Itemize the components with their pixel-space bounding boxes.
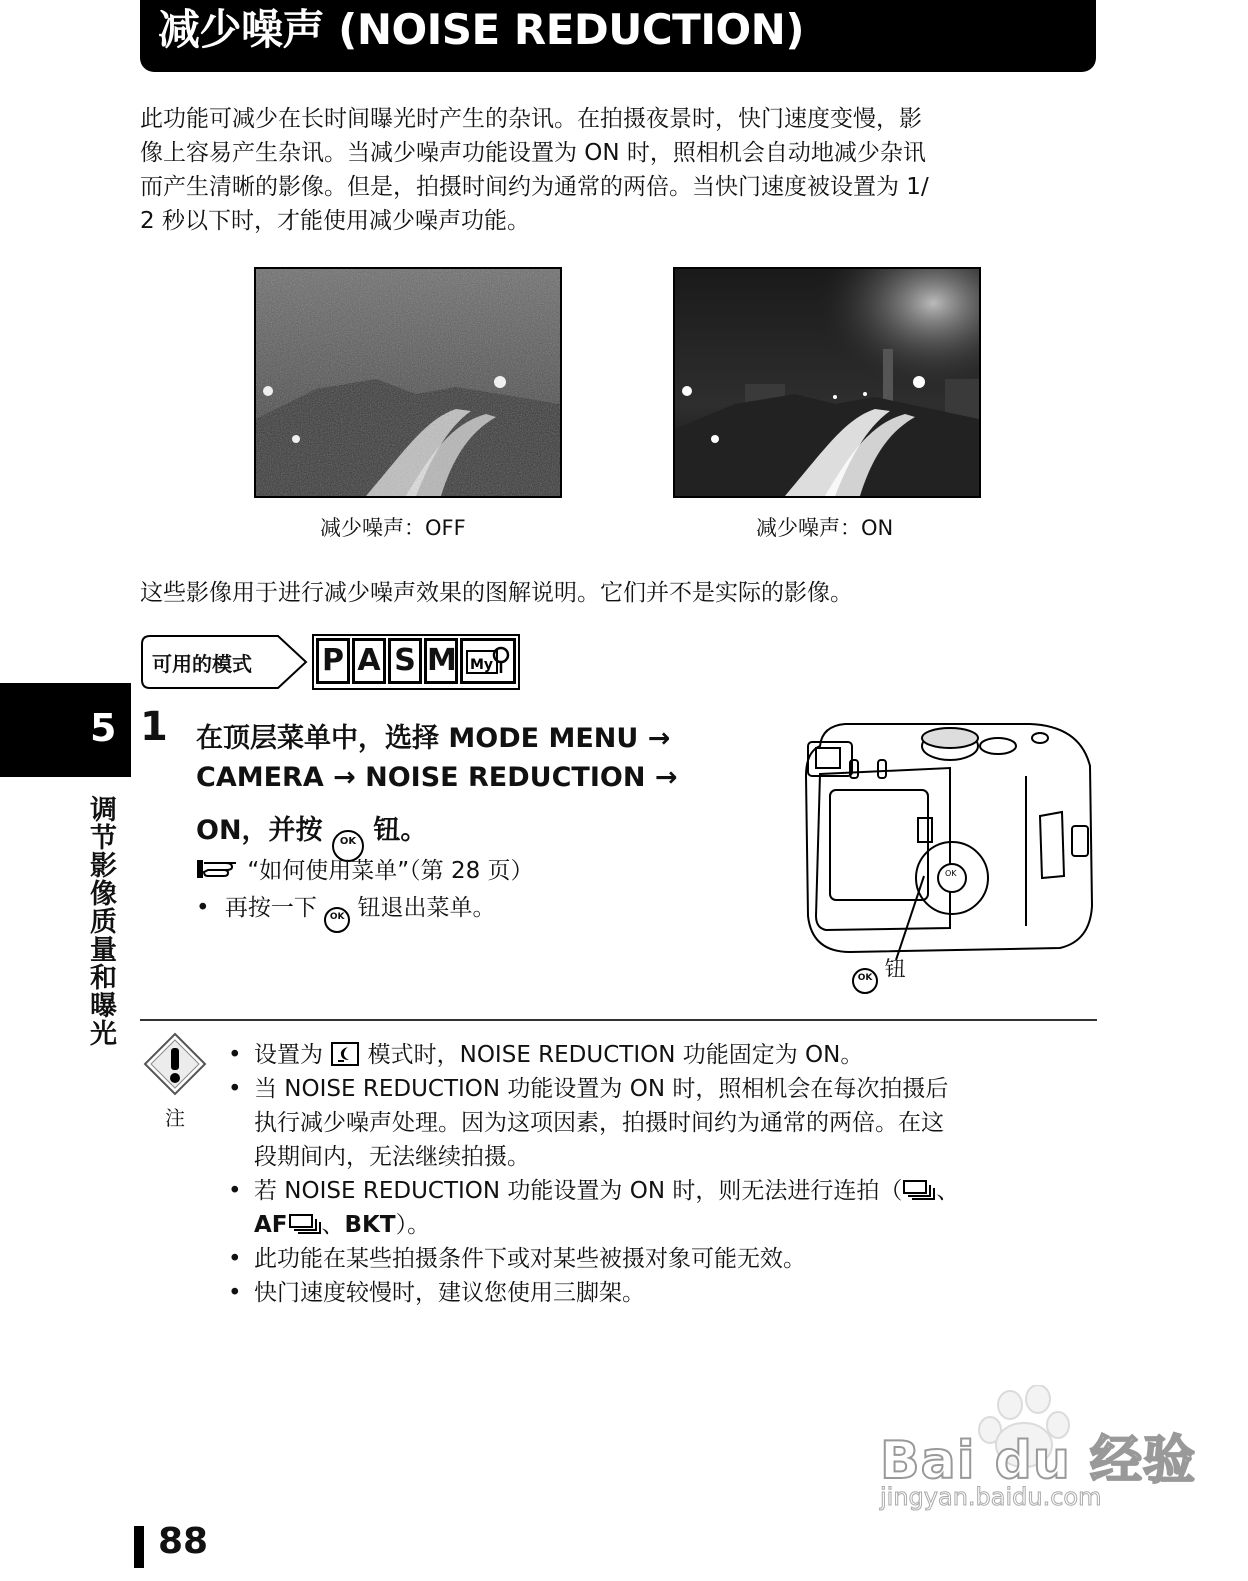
note-4-text: 此功能在某些拍摄条件下或对某些被摄对象可能无效。 — [254, 1246, 806, 1272]
ok-button-icon: OK — [852, 968, 878, 994]
mode-key-a: A — [352, 638, 386, 684]
intro-line-4: 2 秒以下时，才能使用减少噪声功能。 — [140, 208, 530, 234]
page-number: 88 — [158, 1521, 209, 1562]
note-3-line-1 — [254, 1174, 959, 1208]
note-1-text — [254, 1038, 863, 1072]
ok-button-caption — [852, 953, 906, 994]
step-bullet-exit — [196, 889, 496, 933]
camera-illustration — [800, 716, 1100, 960]
mode-key-m: M — [424, 638, 458, 684]
bullet-dot: • — [228, 1042, 242, 1068]
my-mode-icon — [460, 638, 516, 684]
step-number: 1 — [140, 704, 168, 750]
menu-reference-text: “如何使用菜单”（第 28 页） — [247, 858, 534, 884]
reference-hand-icon — [196, 857, 240, 881]
available-modes-label: 可用的模式 — [152, 652, 252, 676]
note-3-pre: 若 NOISE REDUCTION 功能设置为 ON 时，则无法进行连拍（ — [254, 1178, 903, 1204]
ok-button-icon: OK — [324, 907, 350, 933]
photo-noise-on — [673, 267, 981, 498]
caution-icon — [143, 1032, 207, 1096]
section-divider — [140, 1019, 1097, 1021]
note-3-post: 、 — [936, 1178, 960, 1204]
bkt-label: BKT — [344, 1212, 396, 1238]
illustration-note: 这些影像用于进行减少噪声效果的图解说明。它们并不是实际的影像。 — [140, 580, 853, 606]
watermark-logo: Bai du 经验 — [880, 1431, 1196, 1491]
menu-reference — [196, 852, 534, 885]
note-3-line-2 — [254, 1208, 430, 1242]
af-label: AF — [254, 1212, 288, 1238]
intro-line-1: 此功能可减少在长时间曝光时产生的杂讯。在拍摄夜景时，快门速度变慢，影 — [140, 106, 922, 132]
af-sequential-shooting-icon — [288, 1213, 322, 1235]
ok-button-icon: OK — [332, 830, 364, 862]
note-3-sep: 、 — [321, 1212, 345, 1238]
svg-text:OK: OK — [945, 869, 957, 878]
caption-noise-off: 减少噪声：OFF — [320, 516, 466, 540]
sequential-shooting-icon — [902, 1179, 936, 1201]
exit-text-pre: 再按一下 — [224, 895, 317, 921]
chapter-title-vertical: 调节影像质量和曝光 — [85, 795, 116, 1047]
intro-paragraph — [140, 102, 1098, 242]
note-5-text: 快门速度较慢时，建议您使用三脚架。 — [254, 1280, 645, 1306]
intro-line-2: 像上容易产生杂讯。当减少噪声功能设置为 ON 时，照相机会自动地减少杂讯 — [140, 140, 926, 166]
night-scene-mode-icon — [330, 1041, 360, 1067]
caption-noise-on: 减少噪声：ON — [756, 516, 894, 540]
bullet-dot: • — [196, 895, 210, 921]
bullet-dot: • — [228, 1246, 242, 1272]
bullet-dot: • — [228, 1280, 242, 1306]
note-2-line-3: 段期间内，无法继续拍摄。 — [254, 1144, 530, 1170]
note-2-line-1: 当 NOISE REDUCTION 功能设置为 ON 时，照相机会在每次拍摄后 — [254, 1076, 949, 1102]
mode-key-s: S — [388, 638, 422, 684]
page-number-bar — [134, 1526, 144, 1568]
exit-text-post: 钮退出菜单。 — [357, 895, 496, 921]
note-1-pre: 设置为 — [254, 1042, 323, 1068]
watermark-url: jingyan.baidu.com — [880, 1483, 1102, 1511]
caution-label: 注 — [165, 1106, 185, 1130]
note-1-post: 模式时，NOISE REDUCTION 功能固定为 ON。 — [367, 1042, 864, 1068]
svg-text:My: My — [470, 657, 494, 673]
photo-noise-off — [254, 267, 562, 498]
step-line-3-pre: ON，并按 — [196, 815, 323, 846]
page-title: 减少噪声 (NOISE REDUCTION) — [158, 5, 805, 54]
bullet-dot: • — [228, 1076, 242, 1102]
note-2-line-2: 执行减少噪声处理。因为这项因素，拍摄时间约为通常的两倍。在这 — [254, 1110, 944, 1136]
step-line-2: CAMERA → NOISE REDUCTION → — [196, 762, 678, 793]
chapter-number: 5 — [90, 706, 117, 750]
bullet-dot: • — [228, 1178, 242, 1204]
mode-key-p: P — [316, 638, 350, 684]
intro-line-3: 而产生清晰的影像。但是，拍摄时间约为通常的两倍。当快门速度被设置为 1/ — [140, 174, 929, 200]
note-3-end: ）。 — [395, 1212, 431, 1238]
step-line-1: 在顶层菜单中，选择 MODE MENU → — [196, 723, 671, 754]
ok-button-caption-text: 钮 — [884, 957, 906, 981]
step-line-3-post: 钮。 — [373, 815, 428, 846]
